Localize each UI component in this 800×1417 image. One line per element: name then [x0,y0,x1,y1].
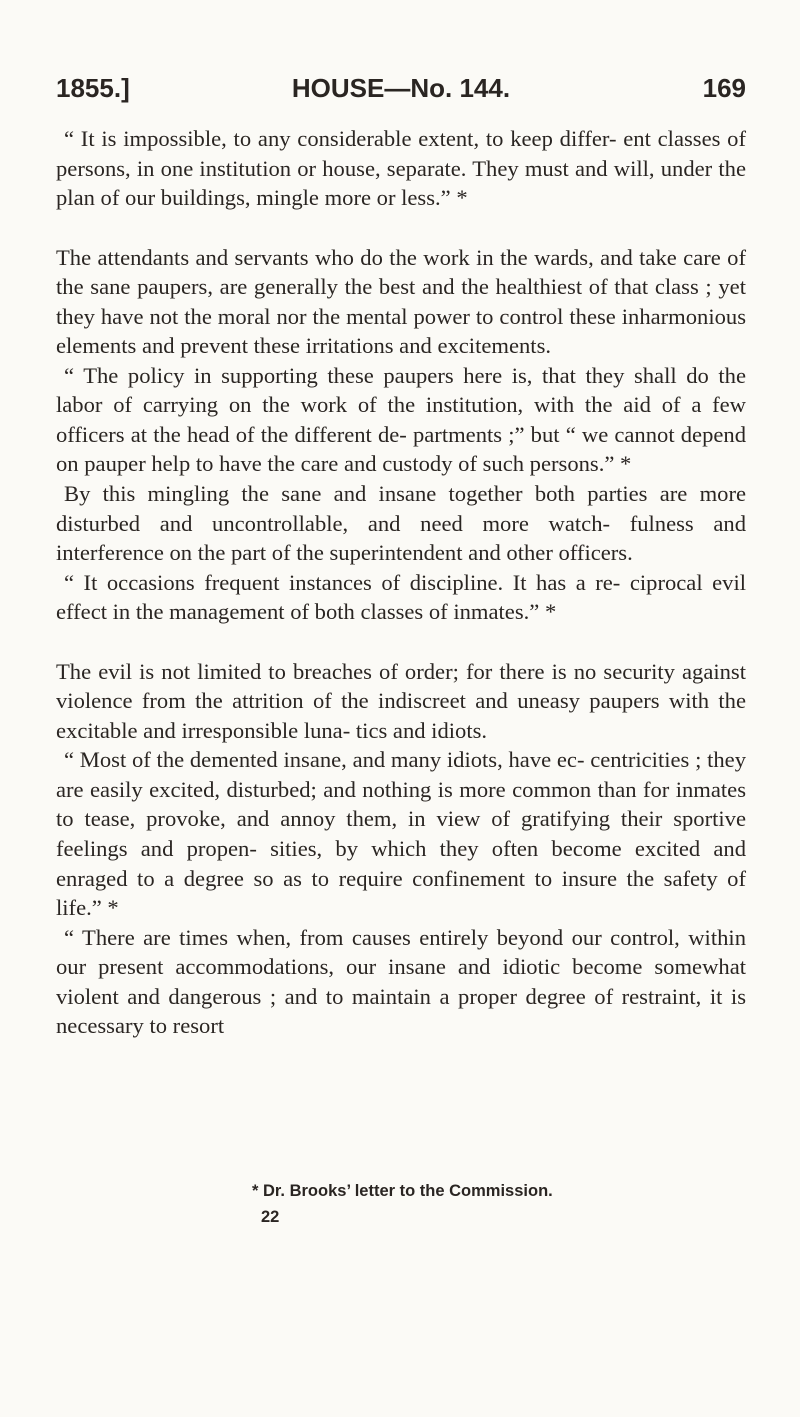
paragraph-gap [56,213,746,243]
paragraph-mingling: By this mingling the sane and insane together both parties are more disturbed and uncontrollable, and need more watch- fulness and interference on the part of the superintendent and other officers. [56,481,746,566]
paragraph-evil-limited: The evil is not limited to breaches of order; for there is no security against violence from the attrition of the indiscreet and uneasy paupers with the excitable and irresponsible luna- tics and idiots. [56,658,746,743]
paragraph-gap [56,627,746,657]
body-text [56,124,746,1041]
header-year: 1855.] [56,73,130,103]
header-title: HOUSE—No. 144. [291,73,511,103]
paragraph-policy-quote: “ The policy in supporting these paupers here is, that they shall do the labor of carrying on the work of the institution, with the aid of a few officers at the head of the different de- partments ;” but “ we cannot depend on pauper help to have the care and custody of such persons.” * [56,362,746,477]
paragraph-attendants: The attendants and servants who do the work in the wards, and take care of the sane paupers, are generally the best and the healthiest of that class ; yet they have not the moral nor the mental power to control these inharmonious elements and prevent these irritations and excitements. [56,244,746,359]
paragraph-quote-separation: “ It is impossible, to any considerable extent, to keep differ- ent classes of persons, in one institution or house, separate. They must and will, under the plan of our buildings, mingle more or less.” * [56,126,746,211]
header-page-number: 169 [702,73,746,103]
paragraph-demented-quote: “ Most of the demented insane, and many idiots, have ec- centricities ; they are easily excited, disturbed; and nothing is more common than for inmates to tease, provoke, and annoy them, in view of gratifying their sportive feelings and propen- sities, by which they often become excited and enraged to a degree so as to require confinement to insure the safety of life.” * [56,747,746,921]
footnote: * Dr. Brooks’ letter to the Commission. [252,1182,553,1200]
page-header [56,68,746,108]
signature-mark: 22 [261,1208,280,1226]
paragraph-discipline-quote: “ It occasions frequent instances of discipline. It has a re- ciprocal evil effect in the management of both classes of inmates.” * [56,569,746,625]
paragraph-times-quote: “ There are times when, from causes entirely beyond our control, within our present accommodations, our insane and idiotic become somewhat violent and dangerous ; and to maintain a proper degree of restraint, it is necessary to resort [56,924,746,1039]
